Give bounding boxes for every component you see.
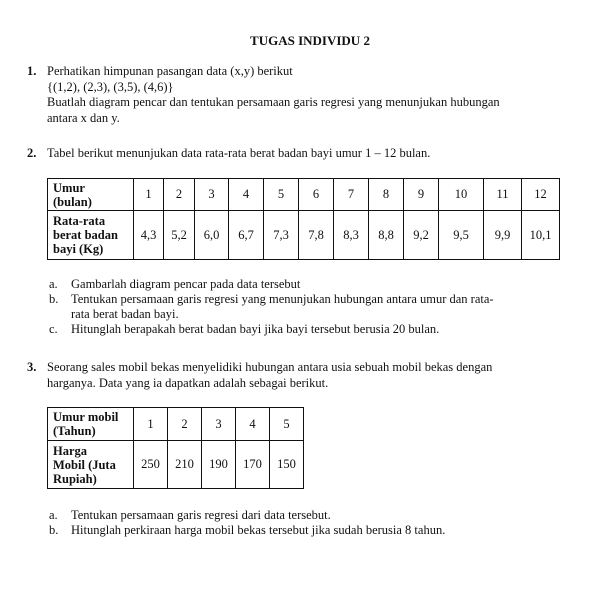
question-2 [27,146,562,162]
table-cell: 6,7 [229,211,264,260]
question-2-subitems [47,277,562,337]
table-cell: 7 [334,179,369,211]
table-cell: 9 [404,179,439,211]
question-number: 3. [27,360,37,374]
table-cell: 210 [168,441,202,489]
table-cell: 11 [484,179,522,211]
question-3 [27,360,562,391]
baby-weight-table [47,178,560,260]
table-cell: 8 [369,179,404,211]
question-number: 2. [27,146,37,160]
q1-data-set: {(1,2), (2,3), (3,5), (4,6)} [47,79,174,94]
q1-line: Perhatikan himpunan pasangan data (x,y) berikut [47,64,293,78]
sub-item-b: b. Hitunglah perkiraan harga mobil bekas tersebut jika sudah berusia 8 tahun. [49,523,446,537]
table-cell: 2 [168,408,202,441]
document-title: TUGAS INDIVIDU 2 [250,33,370,48]
q3-line: Seorang sales mobil bekas menyelidiki hubungan antara usia sebuah mobil bekas dengan [47,360,493,374]
table-cell: 3 [195,179,229,211]
table-header-cell: Harga Mobil (Juta Rupiah) [48,441,134,489]
question-1 [27,64,562,126]
table-row [48,441,304,489]
table-cell: 6,0 [195,211,229,260]
sub-item-a: a. Gambarlah diagram pencar pada data tersebut [49,277,301,291]
table-cell: 5 [264,179,299,211]
car-price-table [47,407,304,489]
sub-item-c: c. Hitunglah berapakah berat badan bayi jika bayi tersebut berusia 20 bulan. [49,322,440,336]
table-cell: 4 [229,179,264,211]
table-header-cell: Umur (bulan) [48,179,134,211]
table-cell: 250 [134,441,168,489]
table-row [48,179,560,211]
table-cell: 9,2 [404,211,439,260]
table-cell: 1 [134,408,168,441]
table-cell: 7,8 [299,211,334,260]
table-cell: 1 [134,179,164,211]
table-cell: 7,3 [264,211,299,260]
q2-intro: Tabel berikut menunjukan data rata-rata berat badan bayi umur 1 – 12 bulan. [47,146,431,160]
table-cell: 150 [270,441,304,489]
table-cell: 3 [202,408,236,441]
table-cell: 10 [439,179,484,211]
table-cell: 170 [236,441,270,489]
sub-item-a: a. Tentukan persamaan garis regresi dari data tersebut. [49,508,331,522]
table-cell: 10,1 [522,211,560,260]
table-cell: 5 [270,408,304,441]
q1-line: antara x dan y. [47,110,120,125]
table-cell: 6 [299,179,334,211]
table-header-cell: Rata-rata berat badan bayi (Kg) [48,211,134,260]
table-row [48,408,304,441]
table-cell: 5,2 [164,211,195,260]
question-number: 1. [27,64,37,78]
table-cell: 4,3 [134,211,164,260]
sub-item-b: b. Tentukan persamaan garis regresi yang menunjukan hubungan antara umur dan rata- rata berat badan bayi. [49,292,494,321]
table-header-cell: Umur mobil (Tahun) [48,408,134,441]
q3-line: harganya. Data yang ia dapatkan adalah sebagai berikut. [47,375,329,390]
q1-line: Buatlah diagram pencar dan tentukan persamaan garis regresi yang menunjukan hubungan [47,95,500,109]
table-cell: 190 [202,441,236,489]
table-row [48,211,560,260]
table-cell: 8,3 [334,211,369,260]
question-3-subitems [47,508,562,538]
table-cell: 8,8 [369,211,404,260]
table-cell: 9,5 [439,211,484,260]
table-cell: 9,9 [484,211,522,260]
table-cell: 2 [164,179,195,211]
table-cell: 4 [236,408,270,441]
table-cell: 12 [522,179,560,211]
